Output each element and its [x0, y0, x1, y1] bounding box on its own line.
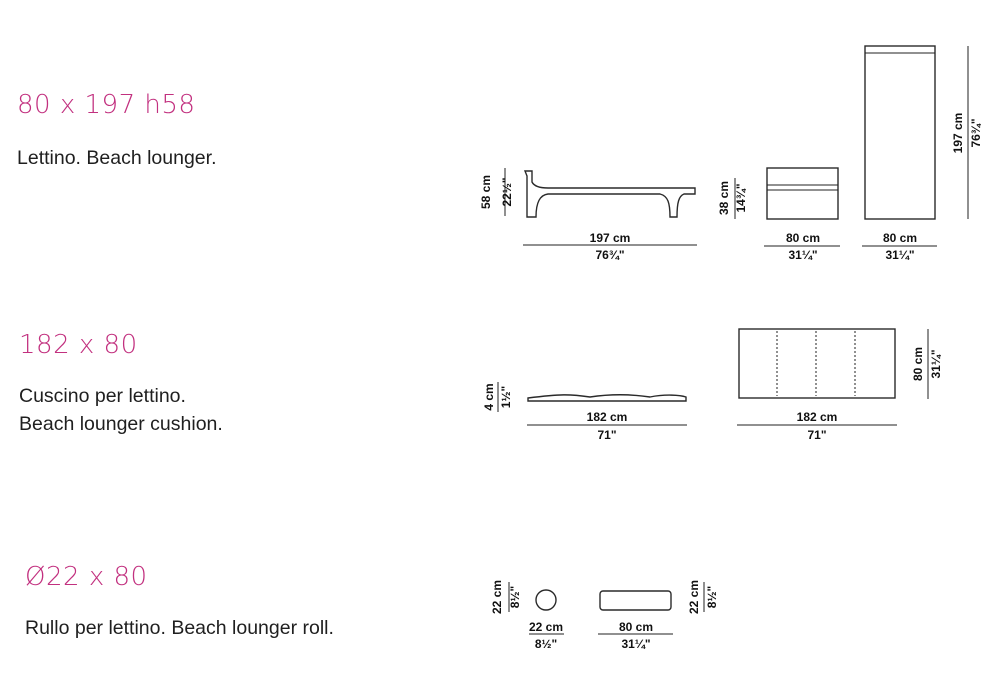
description-line: Beach lounger cushion.: [19, 413, 223, 435]
dim-cushion-width-cm: 80 cm: [911, 346, 925, 382]
lounger-top-outline: [865, 46, 935, 219]
dim-top-width-in: 31¼": [885, 248, 915, 262]
dim-cushion-height-in: 1½": [499, 385, 513, 409]
dim-cushion-height-cm: 4 cm: [482, 383, 496, 411]
dim-top-length-in: 76¾": [969, 118, 983, 148]
cushion-top-view: [737, 329, 943, 442]
lounger-front-outline: [767, 168, 838, 219]
description-line: Cuscino per lettino.: [19, 385, 186, 407]
dim-cushion-side-length-cm: 182 cm: [586, 410, 628, 424]
dim-roll-length-cm: 80 cm: [618, 620, 654, 634]
cushion-side-profile: [528, 395, 686, 401]
dim-cushion-top-length-cm: 182 cm: [796, 410, 838, 424]
dim-front-height-in: 14¾": [734, 183, 748, 213]
lounger-front-view: [717, 168, 840, 262]
lounger-side-view: [479, 168, 697, 262]
roll-side-view: [598, 580, 719, 651]
dim-cushion-top-length-in: 71": [807, 428, 827, 442]
dim-roll-length-in: 31¼": [621, 637, 651, 651]
dim-cushion-side-length-in: 71": [597, 428, 617, 442]
product-size-roll: Ø22 x 80: [25, 562, 148, 592]
cushion-side-view: [482, 382, 687, 442]
dim-side-height-in: 22½": [500, 177, 514, 207]
dim-cushion-width-in: 31¼": [929, 349, 943, 379]
dim-front-width-in: 31¼": [788, 248, 818, 262]
description-line: Lettino. Beach lounger.: [17, 147, 217, 169]
dim-roll-side-height-cm: 22 cm: [687, 579, 701, 615]
dim-top-width-cm: 80 cm: [882, 231, 918, 245]
roll-side-outline: [600, 591, 671, 610]
dim-roll-end-height-cm: 22 cm: [490, 579, 504, 615]
roll-end-circle: [536, 590, 556, 610]
dim-side-length-cm: 197 cm: [589, 231, 631, 245]
dim-roll-side-height-in: 8½": [705, 585, 719, 609]
lounger-side-profile: [525, 171, 695, 217]
dim-side-height-cm: 58 cm: [479, 174, 493, 210]
lounger-top-view: [862, 46, 983, 262]
dim-roll-end-width-cm: 22 cm: [528, 620, 564, 634]
dim-front-width-cm: 80 cm: [785, 231, 821, 245]
dim-front-height-cm: 38 cm: [717, 180, 731, 216]
dim-roll-end-width-in: 8½": [534, 637, 558, 651]
dim-top-length-cm: 197 cm: [951, 112, 965, 154]
product-size-cushion: 182 x 80: [19, 330, 138, 360]
cushion-top-outline: [739, 329, 895, 398]
dim-roll-end-height-in: 8½": [508, 585, 522, 609]
dim-side-length-in: 76¾": [595, 248, 625, 262]
product-size-lounger: 80 x 197 h58: [17, 90, 196, 120]
description-line: Rullo per lettino. Beach lounger roll.: [25, 617, 334, 639]
roll-end-view: [490, 580, 564, 651]
